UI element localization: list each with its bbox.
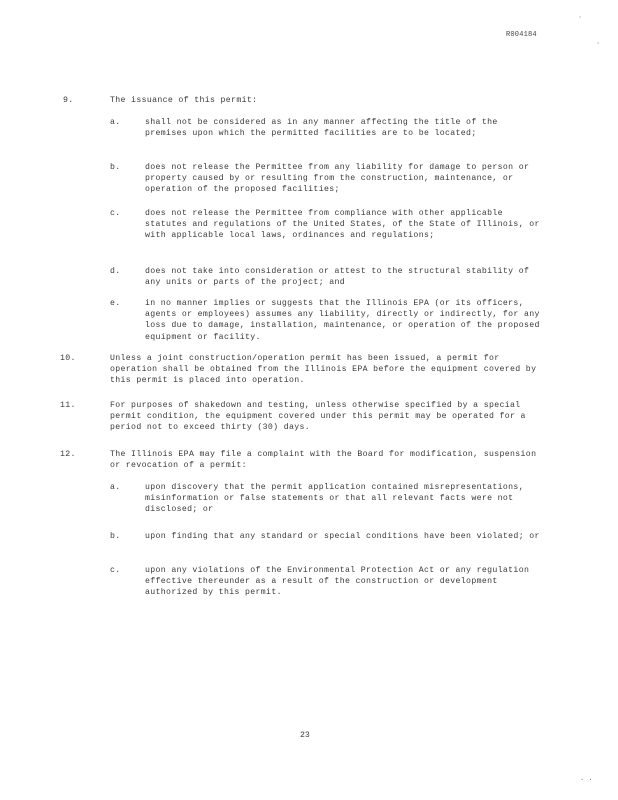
section-10-number: 10.: [60, 354, 76, 363]
page-number: 23: [300, 731, 310, 740]
item-12a-letter: a.: [110, 483, 121, 492]
section-11-text: For purposes of shakedown and testing, unless otherwise specified by a special permit condition, the equipment covered under this permit may be operated for a period not to exceed thirty (30) days.: [110, 401, 526, 433]
scan-speck: ·: [596, 40, 601, 48]
item-9b-letter: b.: [110, 163, 121, 172]
section-10-text: Unless a joint construction/operation permit has been issued, a permit for operation shall be obtained from the Illinois EPA before the equipment covered by this permit is placed into operation.: [110, 354, 537, 386]
item-12a-text: upon discovery that the permit application contained misrepresentations, misinformation or false statements or that all relevant facts were not disclosed; or: [145, 483, 524, 515]
item-9c-letter: c.: [110, 209, 121, 218]
item-9d-letter: d.: [110, 267, 121, 276]
section-11-number: 11.: [60, 401, 76, 410]
item-12b-text: upon finding that any standard or special conditions have been violated; or: [145, 532, 540, 541]
section-9-intro: The issuance of this permit:: [110, 96, 258, 105]
section-9-number: 9.: [63, 96, 74, 105]
item-12c-text: upon any violations of the Environmental Protection Act or any regulation effective thereunder as a result of the construction or development authorized by this permit.: [145, 566, 530, 598]
item-9c-text: does not release the Permittee from compliance with other applicable statutes and regulations of the United States, of the State of Illinois, or with applicable local laws, ordinances and regulations;: [145, 209, 540, 241]
item-9e-letter: e.: [110, 299, 121, 308]
item-9d-text: does not take into consideration or attest to the structural stability of any units or parts of the project; and: [145, 267, 530, 288]
item-9a-text: shall not be considered as in any manner affecting the title of the premises upon which the permitted facilities are to be located;: [145, 118, 498, 139]
scan-speck: ·: [578, 14, 583, 22]
item-9e-text: in no manner implies or suggests that the Illinois EPA (or its officers, agents or employees) assumes any liability, directly or indirectly, for any loss due to damage, installation, maintenance, or operation of the proposed equipment or facility.: [145, 299, 540, 342]
item-12c-letter: c.: [110, 566, 121, 575]
item-12b-letter: b.: [110, 532, 121, 541]
document-id: R004184: [506, 31, 537, 39]
item-9a-letter: a.: [110, 118, 121, 127]
scan-speck: . .: [580, 775, 593, 783]
item-9b-text: does not release the Permittee from any liability for damage to person or property caused by or resulting from the construction, maintenance, or operation of the proposed facilities;: [145, 163, 530, 195]
section-12-intro: The Illinois EPA may file a complaint with the Board for modification, suspension or revocation of a permit:: [110, 450, 537, 471]
section-12-number: 12.: [60, 450, 76, 459]
